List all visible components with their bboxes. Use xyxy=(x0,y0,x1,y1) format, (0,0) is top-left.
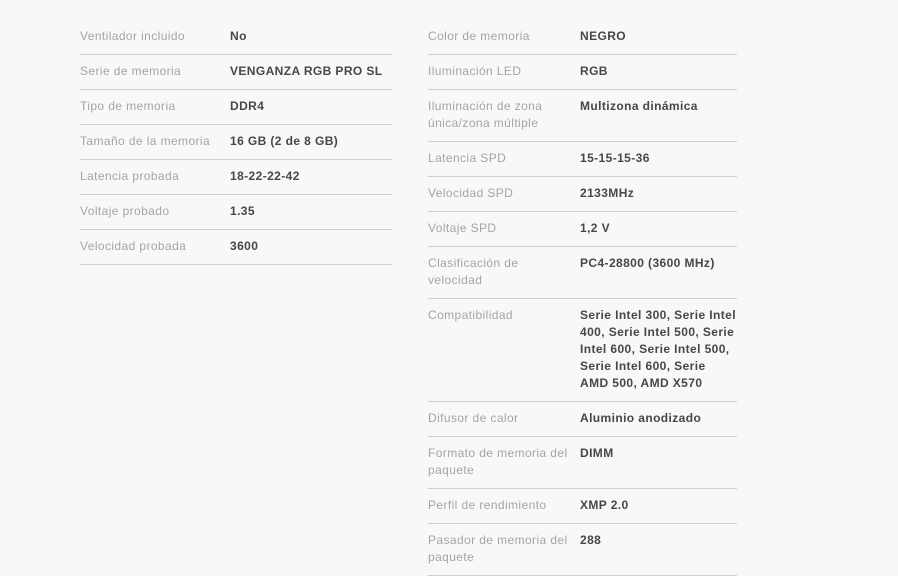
spec-label: Velocidad SPD xyxy=(428,186,514,200)
spec-label: Tamaño de la memoria xyxy=(80,134,211,148)
spec-row xyxy=(80,90,392,125)
spec-value: NEGRO xyxy=(580,29,627,43)
spec-row xyxy=(80,20,392,55)
spec-label: Ventilador incluido xyxy=(80,29,186,43)
spec-value: XMP 2.0 xyxy=(580,498,629,512)
spec-label: Iluminación LED xyxy=(428,64,522,78)
spec-label: Formato de memoria del paquete xyxy=(428,446,568,477)
spec-value: 288 xyxy=(580,533,602,547)
spec-label: Compatibilidad xyxy=(428,308,513,322)
spec-label: Latencia SPD xyxy=(428,151,507,165)
spec-value: 16 GB (2 de 8 GB) xyxy=(230,134,339,148)
spec-row xyxy=(80,55,392,90)
spec-value: 2133MHz xyxy=(580,186,635,200)
spec-row xyxy=(428,489,737,524)
spec-row xyxy=(428,437,737,489)
spec-label: Iluminación de zona única/zona múltiple xyxy=(428,99,543,130)
spec-label: Difusor de calor xyxy=(428,411,519,425)
spec-row xyxy=(428,524,737,576)
spec-row xyxy=(80,195,392,230)
spec-label: Tipo de memoria xyxy=(80,99,176,113)
spec-label: Velocidad probada xyxy=(80,239,187,253)
spec-value: Serie Intel 300, Serie Intel 400, Serie Intel 500, Serie Intel 600, Serie Intel 500, Serie Intel 600, Serie AMD 500, AMD X570 xyxy=(580,308,736,390)
spec-value: 1.35 xyxy=(230,204,255,218)
spec-column-right xyxy=(428,20,737,576)
spec-value: DIMM xyxy=(580,446,614,460)
spec-label: Latencia probada xyxy=(80,169,180,183)
spec-value: 15-15-15-36 xyxy=(580,151,650,165)
spec-value: 3600 xyxy=(230,239,259,253)
spec-label: Clasificación de velocidad xyxy=(428,256,519,287)
spec-value: Aluminio anodizado xyxy=(580,411,702,425)
spec-row xyxy=(80,125,392,160)
spec-row xyxy=(428,20,737,55)
spec-value: VENGANZA RGB PRO SL xyxy=(230,64,383,78)
spec-column-left xyxy=(80,20,392,265)
spec-label: Serie de memoria xyxy=(80,64,182,78)
spec-row xyxy=(428,142,737,177)
spec-value: 18-22-22-42 xyxy=(230,169,300,183)
spec-label: Pasador de memoria del paquete xyxy=(428,533,568,564)
spec-row xyxy=(80,160,392,195)
spec-row xyxy=(80,230,392,265)
spec-row xyxy=(428,212,737,247)
spec-label: Voltaje SPD xyxy=(428,221,497,235)
spec-value: No xyxy=(230,29,247,43)
spec-row xyxy=(428,402,737,437)
spec-value: 1,2 V xyxy=(580,221,611,235)
spec-row xyxy=(428,177,737,212)
spec-value: RGB xyxy=(580,64,608,78)
spec-value: PC4-28800 (3600 MHz) xyxy=(580,256,715,270)
spec-label: Voltaje probado xyxy=(80,204,170,218)
spec-row xyxy=(428,247,737,299)
spec-value: Multizona dinámica xyxy=(580,99,698,113)
spec-row xyxy=(428,55,737,90)
spec-value: DDR4 xyxy=(230,99,265,113)
spec-label: Color de memoria xyxy=(428,29,530,43)
spec-row xyxy=(428,90,737,142)
spec-row xyxy=(428,299,737,402)
spec-label: Perfil de rendimiento xyxy=(428,498,547,512)
